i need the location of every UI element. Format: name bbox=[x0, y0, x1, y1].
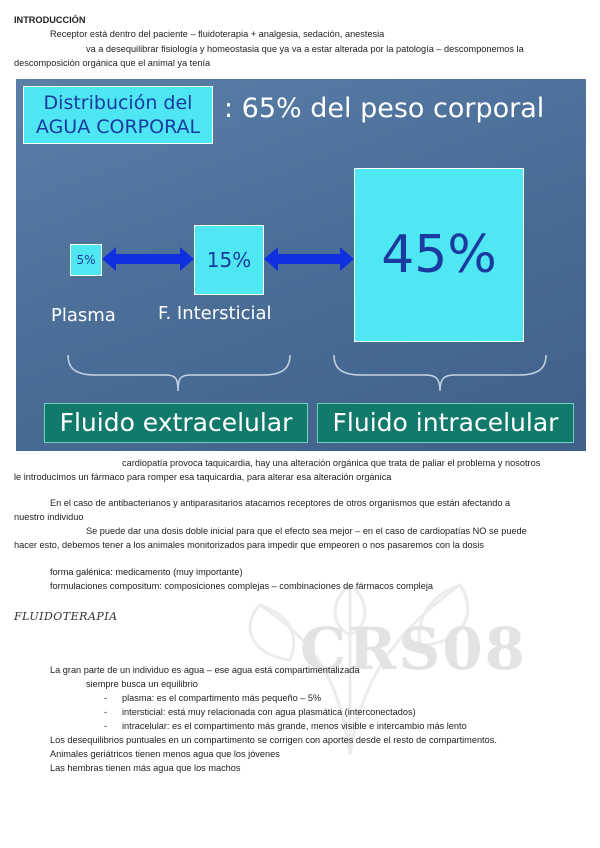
slide-title-line-2: AGUA CORPORAL bbox=[35, 116, 201, 138]
intracellular-fluid-box: Fluido intracelular bbox=[317, 403, 574, 443]
intro-heading: INTRODUCCIÓN bbox=[14, 15, 86, 25]
plasma-label: Plasma bbox=[51, 305, 116, 326]
bullet-item-intracellular: intracelular: es el compartimento más grande, menos visible e intercambio más lento bbox=[122, 721, 467, 731]
interstitial-label: F. Intersticial bbox=[158, 303, 272, 324]
paragraph-2-line-2: nuestro individuo bbox=[14, 512, 84, 522]
interstitial-percent: 15% bbox=[206, 248, 252, 272]
intracellular-percent: 45% bbox=[381, 225, 497, 285]
paragraph-5: formulaciones compositum: composiciones complejas – combinaciones de fármacos compleja bbox=[50, 581, 433, 591]
paragraph-2-line-1: En el caso de antibacterianos y antiparasitarios atacamos receptores de otros organismos que están afectando a bbox=[50, 498, 511, 508]
paragraph-1-line-1: cardiopatía provoca taquicardia, hay una alteración orgánica que trata de paliar el problema y nosotros bbox=[122, 458, 541, 468]
bullet-item-interstitial: intersticial: está muy relacionada con agua plasmática (interconectados) bbox=[122, 707, 416, 717]
watermark-text: CRS08 bbox=[300, 615, 527, 683]
intro-line-2: va a desequilibrar fisiología y homeostasia que ya va a estar alterada por la patología – descomponemos la bbox=[86, 44, 524, 54]
paragraph-4: forma galénica: medicamento (muy importante) bbox=[50, 567, 243, 577]
water-distribution-slide bbox=[16, 79, 586, 451]
fluidoterapia-line-4: Animales geriátricos tienen menos agua que los jóvenes bbox=[50, 749, 280, 759]
fluidoterapia-line-1: La gran parte de un individuo es agua – ese agua está compartimentalizada bbox=[50, 665, 360, 675]
fluidoterapia-title: FLUIDOTERAPIA bbox=[14, 610, 118, 623]
arrow-interstitial-intracellular-icon bbox=[264, 247, 354, 271]
paragraph-3-line-2: hacer esto, debemos tener a los animales monitorizados para impedir que empeoren o nos pasaremos con la dosis bbox=[14, 540, 484, 550]
bullet-dash: - bbox=[104, 707, 108, 717]
bullet-item-plasma: plasma: es el compartimento más pequeño – 5% bbox=[122, 693, 322, 703]
bullet-dash: - bbox=[104, 693, 108, 703]
extracellular-fluid-box: Fluido extracelular bbox=[44, 403, 308, 443]
arrow-plasma-interstitial-icon bbox=[102, 247, 194, 271]
slide-title-line-1: Distribución del bbox=[43, 92, 193, 114]
slide-subtitle: : 65% del peso corporal bbox=[224, 93, 545, 124]
slide-graphics bbox=[16, 79, 586, 451]
bullet-dash: - bbox=[104, 721, 108, 731]
fluidoterapia-line-5: Las hembras tienen más agua que los machos bbox=[50, 763, 241, 773]
intracellular-brace-icon bbox=[334, 355, 546, 391]
paragraph-3-line-1: Se puede dar una dosis doble inicial para que el efecto sea mejor – en el caso de cardiopatías NO se puede bbox=[86, 526, 527, 536]
fluidoterapia-line-2: siempre busca un equilibrio bbox=[86, 679, 198, 689]
intro-line-3: descomposición orgánica que el animal ya tenía bbox=[14, 58, 211, 68]
extracellular-brace-icon bbox=[68, 355, 290, 391]
fluidoterapia-line-3: Los desequilibrios puntuales en un compartimento se corrigen con aportes desde el resto de compartimentos. bbox=[50, 735, 497, 745]
paragraph-1-line-2: le introducimos un fármaco para romper esa taquicardia, para alterar esa alteración orgánica bbox=[14, 472, 392, 482]
intro-line-1: Receptor está dentro del paciente – fluidoterapia + analgesia, sedación, anestesia bbox=[50, 29, 385, 39]
plasma-percent: 5% bbox=[76, 253, 96, 267]
